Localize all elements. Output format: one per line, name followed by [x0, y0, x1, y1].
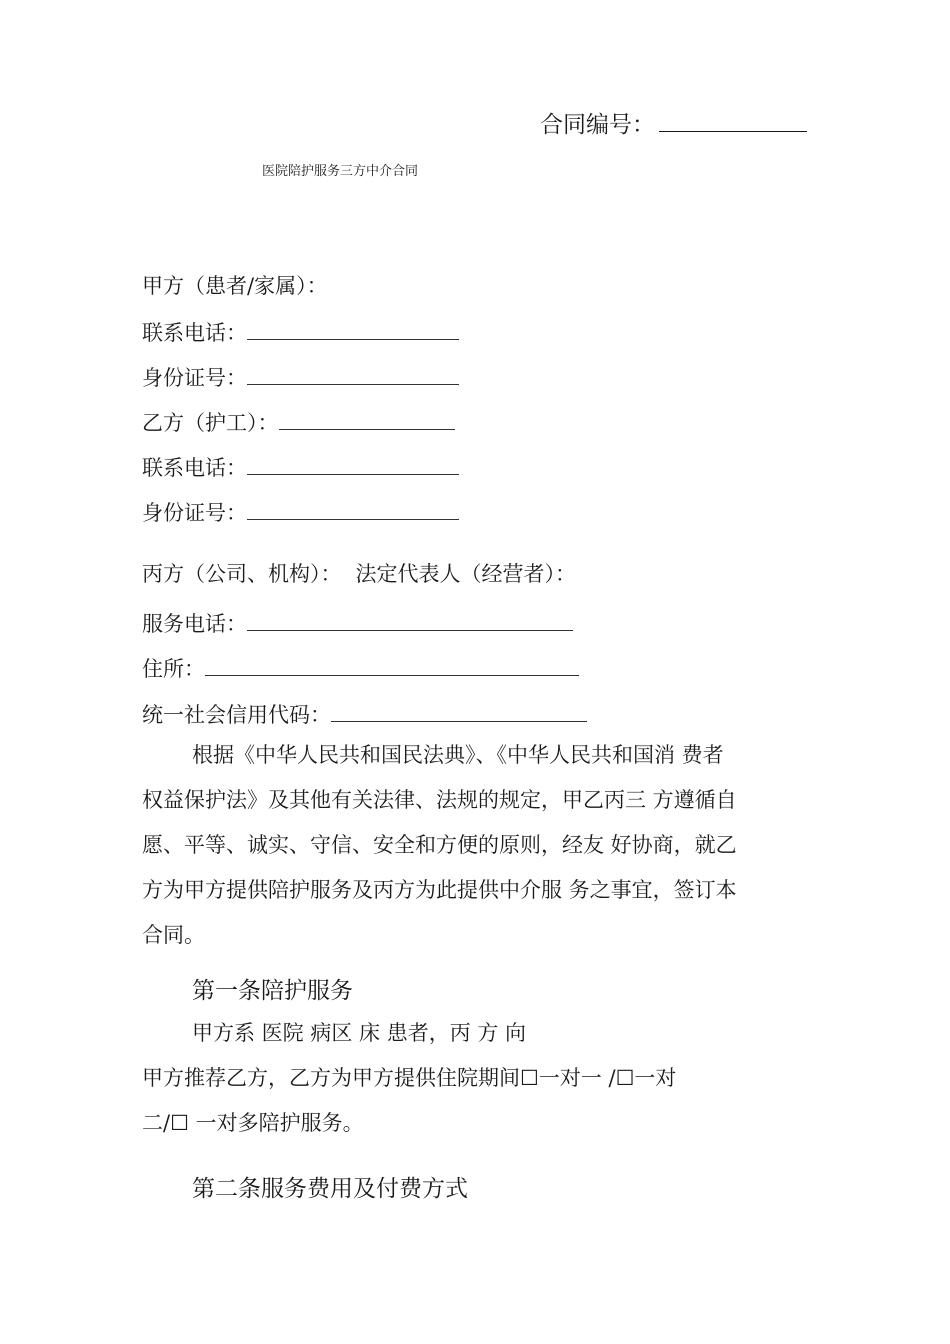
preamble-line: 根据《中华人民共和国民法典》、《中华人民共和国消 费者 — [192, 743, 724, 767]
service-phone-blank — [247, 612, 573, 631]
party-b-phone-blank — [247, 456, 459, 475]
party-a-phone-field: 联系电话： — [142, 321, 459, 344]
article-1-body — [142, 1011, 822, 1146]
credit-code-blank — [331, 703, 587, 722]
preamble-line: 合同。 — [142, 923, 205, 947]
party-a-id-blank — [247, 366, 459, 385]
article-1-heading: 第一条陪护服务 — [192, 978, 353, 1004]
address-blank — [205, 657, 579, 676]
party-b-name-blank — [279, 411, 455, 430]
party-b-field: 乙方（护工）： — [142, 411, 455, 434]
address-field: 住所： — [142, 657, 579, 680]
preamble-line: 权益保护法》及其他有关法律、法规的规定，甲乙丙三 方遵循自 — [142, 788, 737, 812]
preamble-line: 方为甲方提供陪护服务及丙方为此提供中介服 务之事宜，签订本 — [142, 878, 737, 902]
party-a-id-field: 身份证号： — [142, 366, 459, 389]
preamble-paragraph — [142, 733, 822, 958]
legal-rep-label: 法定代表人（经营者）： — [355, 562, 576, 586]
contract-number — [540, 106, 807, 139]
article-1-line: 甲方系 医院 病区 床 患者，丙 方 向 — [192, 1021, 527, 1045]
document-title: 医院陪护服务三方中介合同 — [262, 164, 419, 179]
contract-number-label: 合同编号： — [540, 112, 655, 138]
article-1-line: 二/☐ 一对多陪护服务。 — [142, 1111, 364, 1135]
article-1-line: 甲方推荐乙方，乙方为甲方提供住院期间☐一对一 /☐一对 — [142, 1066, 677, 1090]
party-b-id-field: 身份证号： — [142, 501, 459, 524]
contract-number-blank — [659, 113, 807, 132]
article-2-heading: 第二条服务费用及付费方式 — [192, 1176, 468, 1202]
credit-code-field: 统一社会信用代码： — [142, 703, 587, 726]
party-b-id-blank — [247, 501, 459, 520]
party-b-phone-field: 联系电话： — [142, 456, 459, 479]
party-c-field: 丙方（公司、机构）： 法定代表人（经营者）： — [142, 562, 576, 586]
party-a-label: 甲方（患者/家属）： — [142, 274, 328, 298]
preamble-line: 愿、平等、诚实、守信、安全和方便的原则，经友 好协商，就乙 — [142, 833, 737, 857]
party-a-phone-blank — [247, 321, 459, 340]
service-phone-field: 服务电话： — [142, 612, 573, 635]
